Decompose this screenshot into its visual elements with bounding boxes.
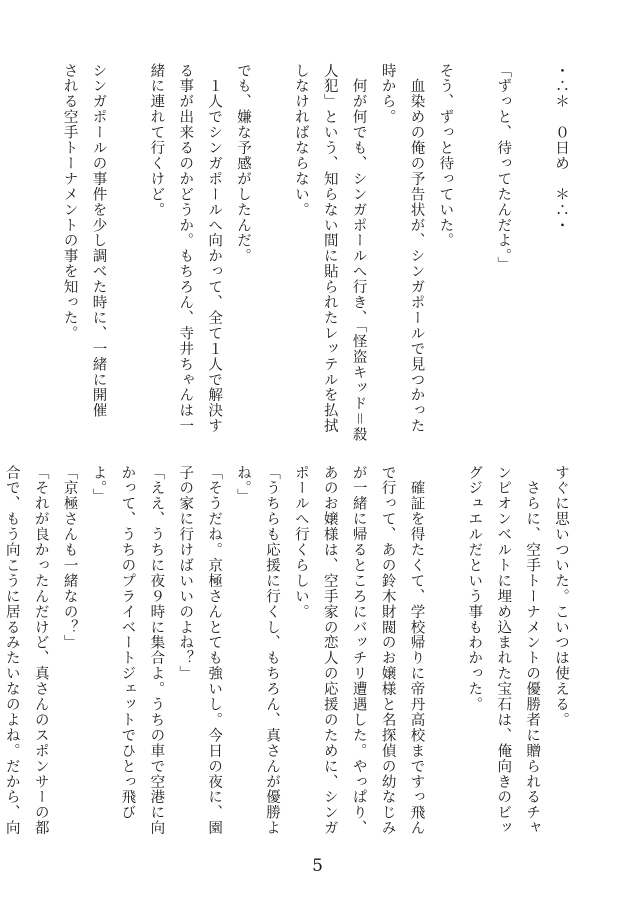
text-line: よ。」 (90, 465, 107, 505)
text-line: が一緒に帰るところにバッチリ遭遇した。やっぱり、 (350, 465, 367, 836)
text-line: 「ずっと、待ってたんだよ。」 (495, 63, 512, 273)
text-line: さらに、空手トーナメントの優勝者に贈られるチャ (524, 465, 541, 836)
text-line: 「京極さんも一緒なの？」 (61, 465, 78, 651)
text-line: １人でシンガポールへ向かって、全て１人で解決す (206, 63, 223, 434)
text-line: すぐに思いついた。こいつは使える。 (553, 465, 569, 728)
text-line: 血染めの俺の予告状が、シンガポールで見つかった (408, 63, 425, 434)
blank-line (430, 465, 459, 855)
text-line: 子の家に行けばいいのよね？」 (177, 465, 194, 682)
blank-line (113, 63, 142, 463)
blank-line (459, 63, 488, 463)
text-line: 何が何でも、シンガポールへ行き、「怪盗キッド＝殺 (350, 63, 367, 442)
text-line: 時から。 (379, 63, 396, 125)
text-line: しなければならない。 (292, 63, 309, 218)
text-line: グジュエルだという事もわかった。 (466, 465, 483, 713)
text-line: 「うちらも応援に行くし、もちろん、真さんが優勝よ (263, 465, 280, 836)
text-line: 「そうだね。京極さんとても強いし。今日の夜に、園 (206, 465, 223, 836)
text-line: 確証を得たくて、学校帰りに帝丹高校まですっ飛ん (408, 465, 425, 836)
text-line: 緒に連れて行くけど。 (148, 63, 165, 218)
text-line: 合で、もう向こうに居るみたいなのよね。だから、向 (3, 465, 20, 836)
text-line: される空手トーナメントの事を知った。 (61, 63, 78, 342)
page-number: 5 (312, 856, 323, 876)
lower-text-block (0, 465, 575, 855)
text-line: る事が出来るのかどうか。もちろん、寺井ちゃんは一 (177, 63, 194, 434)
text-line: 「それが良かったんだけど、真さんのスポンサーの都 (32, 465, 49, 836)
text-line: ・∴＊ ０日め ＊∴・ (553, 63, 569, 233)
text-line: かって、うちのプライベートジェットでひとっ飛び (119, 465, 136, 821)
text-line: 「ええ、うちに夜９時に集合よ。うちの車で空港に向 (148, 465, 165, 836)
blank-line (517, 63, 546, 463)
text-line: ポールへ行くらしい。 (292, 465, 309, 620)
text-line: 人犯」という、知らない間に貼られたレッテルを払拭 (321, 63, 338, 434)
blank-line (257, 63, 286, 463)
text-line: ね。」 (235, 465, 252, 505)
text-line: あのお嬢様は、空手家の恋人の応援のために、シンガ (321, 465, 338, 836)
text-line: シンガポールの事件を少し調べた時に、一緒に開催 (90, 63, 107, 419)
text-line: でも、嫌な予感がしたんだ。 (235, 63, 252, 264)
text-line: ンピオンベルトに埋め込まれた宝石は、俺向きのビッ (495, 465, 512, 836)
upper-text-block (55, 63, 575, 463)
text-line: で行って、あの鈴木財閥のお嬢様と名探偵の幼なじみ (379, 465, 396, 836)
text-line: そう、ずっと待っていた。 (437, 63, 454, 249)
